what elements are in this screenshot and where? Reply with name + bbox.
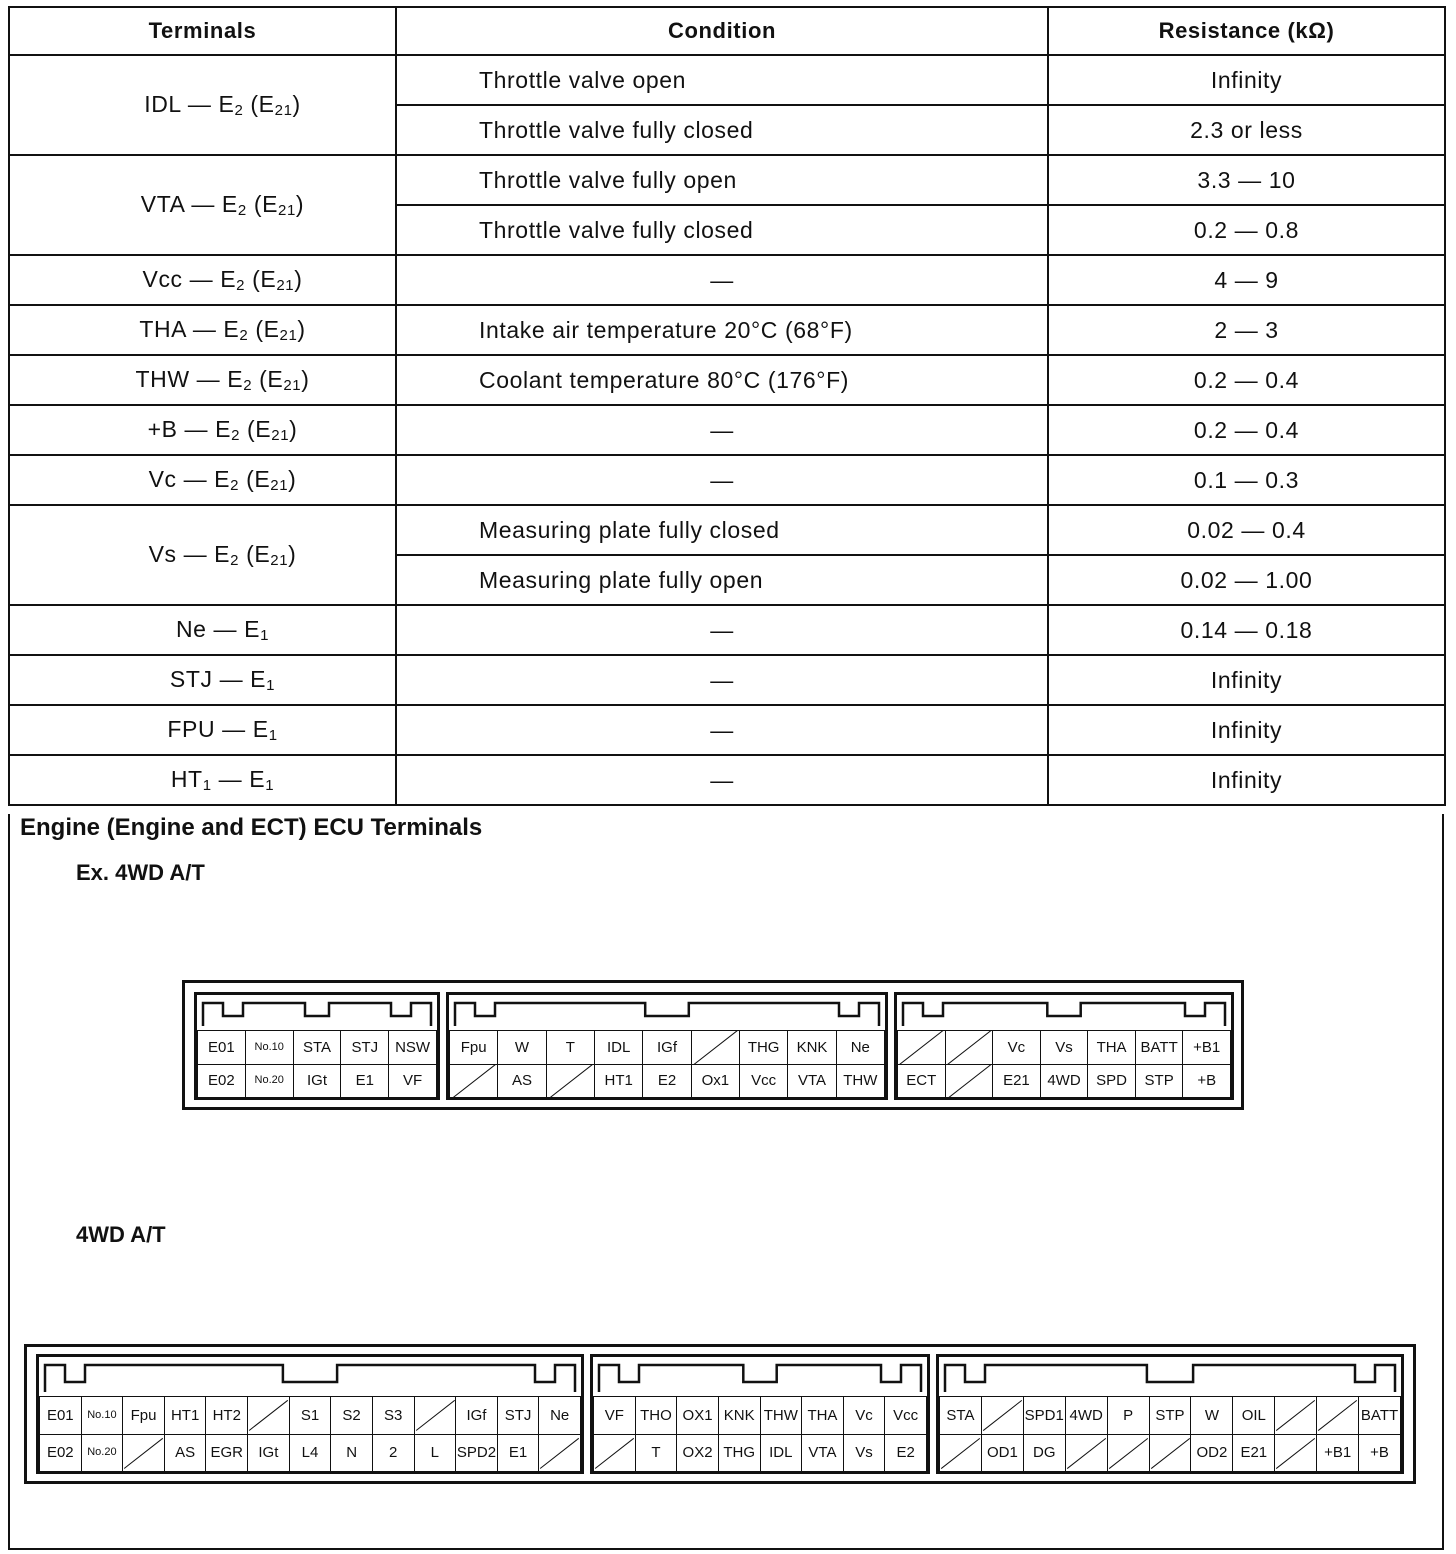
connector-terminal-grid: [449, 1030, 885, 1097]
terminal-pin-label: THG: [719, 1434, 761, 1472]
condition-cell: Throttle valve fully closed: [396, 105, 1048, 155]
terminal-pin-label: IDL: [595, 1030, 643, 1064]
terminal-pin-label: STP: [1150, 1396, 1192, 1434]
table-row: [9, 405, 1445, 455]
connector-key-outline: [449, 995, 885, 1030]
terminal-pin-label: THW: [837, 1064, 885, 1098]
terminal-pin-label: STJ: [341, 1030, 389, 1064]
terminal-pin-label: P: [1108, 1396, 1150, 1434]
condition-cell: Measuring plate fully closed: [396, 505, 1048, 555]
terminal-pin-label: E1: [341, 1064, 389, 1098]
ex-4wd-connector-3: [894, 992, 1234, 1100]
unused-terminal: [1317, 1396, 1359, 1434]
terminal-pin-label: Fpu: [450, 1030, 498, 1064]
ex-4wd-connector-2: [446, 992, 888, 1100]
table-row: [9, 305, 1445, 355]
terminal-pin-label: KNK: [719, 1396, 761, 1434]
4wd-connector-3: [936, 1354, 1404, 1474]
table-row: [9, 355, 1445, 405]
unused-terminal: [547, 1064, 595, 1098]
table-row: [9, 155, 1445, 205]
header-condition: Condition: [396, 7, 1048, 55]
terminal-pin-label: E2: [885, 1434, 927, 1472]
unused-terminal: [1150, 1434, 1192, 1472]
unused-terminal: [940, 1434, 982, 1472]
unused-terminal: [539, 1434, 581, 1472]
resistance-cell: 2 — 3: [1048, 305, 1445, 355]
terminal-pin-label: L4: [290, 1434, 332, 1472]
terminal-pin-label: VTA: [802, 1434, 844, 1472]
unused-terminal: [594, 1434, 636, 1472]
terminal-pin-label: E21: [993, 1064, 1041, 1098]
terminal-pin-label: W: [498, 1030, 546, 1064]
terminal-pin-label: S1: [290, 1396, 332, 1434]
unused-terminal: [692, 1030, 740, 1064]
unused-terminal: [1275, 1434, 1317, 1472]
resistance-cell: 4 — 9: [1048, 255, 1445, 305]
terminal-pin-label: E02: [198, 1064, 246, 1098]
condition-cell: —: [396, 405, 1048, 455]
terminal-pin-label: T: [547, 1030, 595, 1064]
terminal-pin-label: Vs: [1041, 1030, 1089, 1064]
4wd-label: 4WD A/T: [76, 1222, 166, 1247]
terminal-pin-label: No.10: [82, 1396, 124, 1434]
terminal-pin-label: E01: [198, 1030, 246, 1064]
terminal-pin-label: T: [636, 1434, 678, 1472]
4wd-connector-1: [36, 1354, 584, 1474]
terminal-pin-label: Vc: [844, 1396, 886, 1434]
terminal-pin-label: BATT: [1359, 1396, 1401, 1434]
condition-cell: —: [396, 255, 1048, 305]
terminal-pin-label: SPD2: [456, 1434, 498, 1472]
condition-cell: —: [396, 755, 1048, 805]
terminal-cell: THA — $E_2$ $(E_{21})$: [9, 305, 396, 355]
resistance-cell: 3.3 — 10: [1048, 155, 1445, 205]
unused-terminal: [898, 1030, 946, 1064]
unused-terminal: [248, 1396, 290, 1434]
table-row: [9, 705, 1445, 755]
terminal-pin-label: 2: [373, 1434, 415, 1472]
header-terminals: Terminals: [9, 7, 396, 55]
terminal-pin-label: IDL: [761, 1434, 803, 1472]
connector-terminal-grid: [197, 1030, 437, 1097]
condition-cell: —: [396, 705, 1048, 755]
terminal-pin-label: SPD1: [1024, 1396, 1066, 1434]
terminal-pin-label: N: [331, 1434, 373, 1472]
terminal-pin-label: EGR: [206, 1434, 248, 1472]
terminal-pin-label: Vcc: [885, 1396, 927, 1434]
resistance-cell: 2.3 or less: [1048, 105, 1445, 155]
terminal-pin-label: STA: [294, 1030, 342, 1064]
terminal-pin-label: THG: [740, 1030, 788, 1064]
ex-4wd-label: Ex. 4WD A/T: [76, 860, 205, 885]
terminal-pin-label: HT1: [595, 1064, 643, 1098]
terminal-pin-label: VF: [594, 1396, 636, 1434]
terminal-pin-label: IGf: [456, 1396, 498, 1434]
terminal-pin-label: S2: [331, 1396, 373, 1434]
unused-terminal: [946, 1064, 994, 1098]
terminal-pin-label: THA: [802, 1396, 844, 1434]
condition-cell: Measuring plate fully open: [396, 555, 1048, 605]
connector-key-outline: [593, 1357, 927, 1396]
terminal-pin-label: OD2: [1191, 1434, 1233, 1472]
terminal-pin-label: OX2: [677, 1434, 719, 1472]
terminal-cell: Vcc — $E_2$ $(E_{21})$: [9, 255, 396, 305]
terminal-pin-label: E2: [643, 1064, 691, 1098]
header-resistance: Resistance (kΩ): [1048, 7, 1445, 55]
condition-cell: Intake air temperature 20°C (68°F): [396, 305, 1048, 355]
terminal-cell: FPU — $E_1$: [9, 705, 396, 755]
condition-cell: Throttle valve open: [396, 55, 1048, 105]
resistance-cell: Infinity: [1048, 755, 1445, 805]
ecu-terminals-section: [8, 814, 1444, 1550]
terminal-pin-label: VTA: [788, 1064, 836, 1098]
terminal-pin-label: S3: [373, 1396, 415, 1434]
terminal-cell: STJ — $E_1$: [9, 655, 396, 705]
terminal-pin-label: Vc: [993, 1030, 1041, 1064]
unused-terminal: [415, 1396, 457, 1434]
terminal-pin-label: Fpu: [123, 1396, 165, 1434]
resistance-cell: 0.02 — 1.00: [1048, 555, 1445, 605]
terminal-cell: Ne — $E_1$: [9, 605, 396, 655]
unused-terminal: [123, 1434, 165, 1472]
terminal-pin-label: DG: [1024, 1434, 1066, 1472]
table-body: [9, 55, 1445, 805]
unused-terminal: [946, 1030, 994, 1064]
resistance-cell: Infinity: [1048, 55, 1445, 105]
resistance-cell: Infinity: [1048, 655, 1445, 705]
unused-terminal: [1275, 1396, 1317, 1434]
connector-terminal-grid: [593, 1396, 927, 1471]
terminal-pin-label: BATT: [1136, 1030, 1184, 1064]
terminal-pin-label: OX1: [677, 1396, 719, 1434]
terminal-pin-label: Ne: [837, 1030, 885, 1064]
terminal-pin-label: Vs: [844, 1434, 886, 1472]
connector-terminal-grid: [897, 1030, 1231, 1097]
unused-terminal: [982, 1396, 1024, 1434]
terminal-pin-label: VF: [389, 1064, 437, 1098]
terminal-pin-label: HT2: [206, 1396, 248, 1434]
connector-key-outline: [897, 995, 1231, 1030]
resistance-cell: 0.2 — 0.4: [1048, 355, 1445, 405]
4wd-connector-2: [590, 1354, 930, 1474]
terminal-pin-label: AS: [498, 1064, 546, 1098]
unused-terminal: [450, 1064, 498, 1098]
terminal-pin-label: STA: [940, 1396, 982, 1434]
condition-cell: —: [396, 655, 1048, 705]
terminal-pin-label: 4WD: [1041, 1064, 1089, 1098]
terminal-pin-label: E1: [498, 1434, 540, 1472]
terminal-pin-label: AS: [165, 1434, 207, 1472]
terminal-pin-label: THW: [761, 1396, 803, 1434]
connector-terminal-grid: [939, 1396, 1401, 1471]
table-row: [9, 655, 1445, 705]
unused-terminal: [1108, 1434, 1150, 1472]
table-row: [9, 605, 1445, 655]
connector-terminal-grid: [39, 1396, 581, 1471]
resistance-cell: 0.2 — 0.8: [1048, 205, 1445, 255]
connector-key-outline: [939, 1357, 1401, 1396]
terminal-pin-label: HT1: [165, 1396, 207, 1434]
terminal-pin-label: STJ: [498, 1396, 540, 1434]
table-header-row: [9, 7, 1445, 55]
terminal-pin-label: IGf: [643, 1030, 691, 1064]
resistance-cell: 0.02 — 0.4: [1048, 505, 1445, 555]
terminal-pin-label: Ne: [539, 1396, 581, 1434]
resistance-cell: 0.14 — 0.18: [1048, 605, 1445, 655]
terminal-pin-label: +B1: [1317, 1434, 1359, 1472]
terminal-pin-label: Vcc: [740, 1064, 788, 1098]
table-row: [9, 755, 1445, 805]
unused-terminal: [1066, 1434, 1108, 1472]
table-row: [9, 455, 1445, 505]
terminal-pin-label: KNK: [788, 1030, 836, 1064]
terminal-pin-label: E21: [1233, 1434, 1275, 1472]
terminal-pin-label: IGt: [248, 1434, 290, 1472]
terminal-pin-label: E01: [40, 1396, 82, 1434]
condition-cell: Coolant temperature 80°C (176°F): [396, 355, 1048, 405]
resistance-cell: Infinity: [1048, 705, 1445, 755]
condition-cell: Throttle valve fully closed: [396, 205, 1048, 255]
terminal-cell: Vs — $E_2$ $(E_{21})$: [9, 505, 396, 605]
terminal-cell: $HT_1$ — $E_1$: [9, 755, 396, 805]
terminal-pin-label: E02: [40, 1434, 82, 1472]
table-row: [9, 55, 1445, 105]
terminal-pin-label: +B: [1359, 1434, 1401, 1472]
terminal-pin-label: 4WD: [1066, 1396, 1108, 1434]
section-title: Engine (Engine and ECT) ECU Terminals: [20, 814, 483, 841]
connector-key-outline: [197, 995, 437, 1030]
terminal-pin-label: No.20: [246, 1064, 294, 1098]
resistance-cell: 0.2 — 0.4: [1048, 405, 1445, 455]
terminal-cell: +B — $E_2$ $(E_{21})$: [9, 405, 396, 455]
terminal-pin-label: No.20: [82, 1434, 124, 1472]
condition-cell: —: [396, 605, 1048, 655]
terminal-pin-label: THA: [1088, 1030, 1136, 1064]
resistance-table: [8, 6, 1446, 806]
terminal-pin-label: No.10: [246, 1030, 294, 1064]
terminal-pin-label: L: [415, 1434, 457, 1472]
ex-4wd-connector-1: [194, 992, 440, 1100]
connector-key-outline: [39, 1357, 581, 1396]
terminal-cell: THW — $E_2$ $(E_{21})$: [9, 355, 396, 405]
table-row: [9, 505, 1445, 555]
terminal-pin-label: NSW: [389, 1030, 437, 1064]
terminal-pin-label: THO: [636, 1396, 678, 1434]
terminal-pin-label: Ox1: [692, 1064, 740, 1098]
terminal-pin-label: STP: [1136, 1064, 1184, 1098]
terminal-pin-label: SPD: [1088, 1064, 1136, 1098]
terminal-pin-label: IGt: [294, 1064, 342, 1098]
terminal-pin-label: OIL: [1233, 1396, 1275, 1434]
terminal-pin-label: OD1: [982, 1434, 1024, 1472]
terminal-cell: IDL — $E_2$ $(E_{21})$: [9, 55, 396, 155]
terminal-pin-label: W: [1191, 1396, 1233, 1434]
resistance-cell: 0.1 — 0.3: [1048, 455, 1445, 505]
terminal-cell: VTA — $E_2$ $(E_{21})$: [9, 155, 396, 255]
terminal-pin-label: +B1: [1183, 1030, 1231, 1064]
terminal-pin-label: +B: [1183, 1064, 1231, 1098]
condition-cell: Throttle valve fully open: [396, 155, 1048, 205]
table-row: [9, 255, 1445, 305]
terminal-cell: Vc — $E_2$ $(E_{21})$: [9, 455, 396, 505]
terminal-pin-label: ECT: [898, 1064, 946, 1098]
condition-cell: —: [396, 455, 1048, 505]
